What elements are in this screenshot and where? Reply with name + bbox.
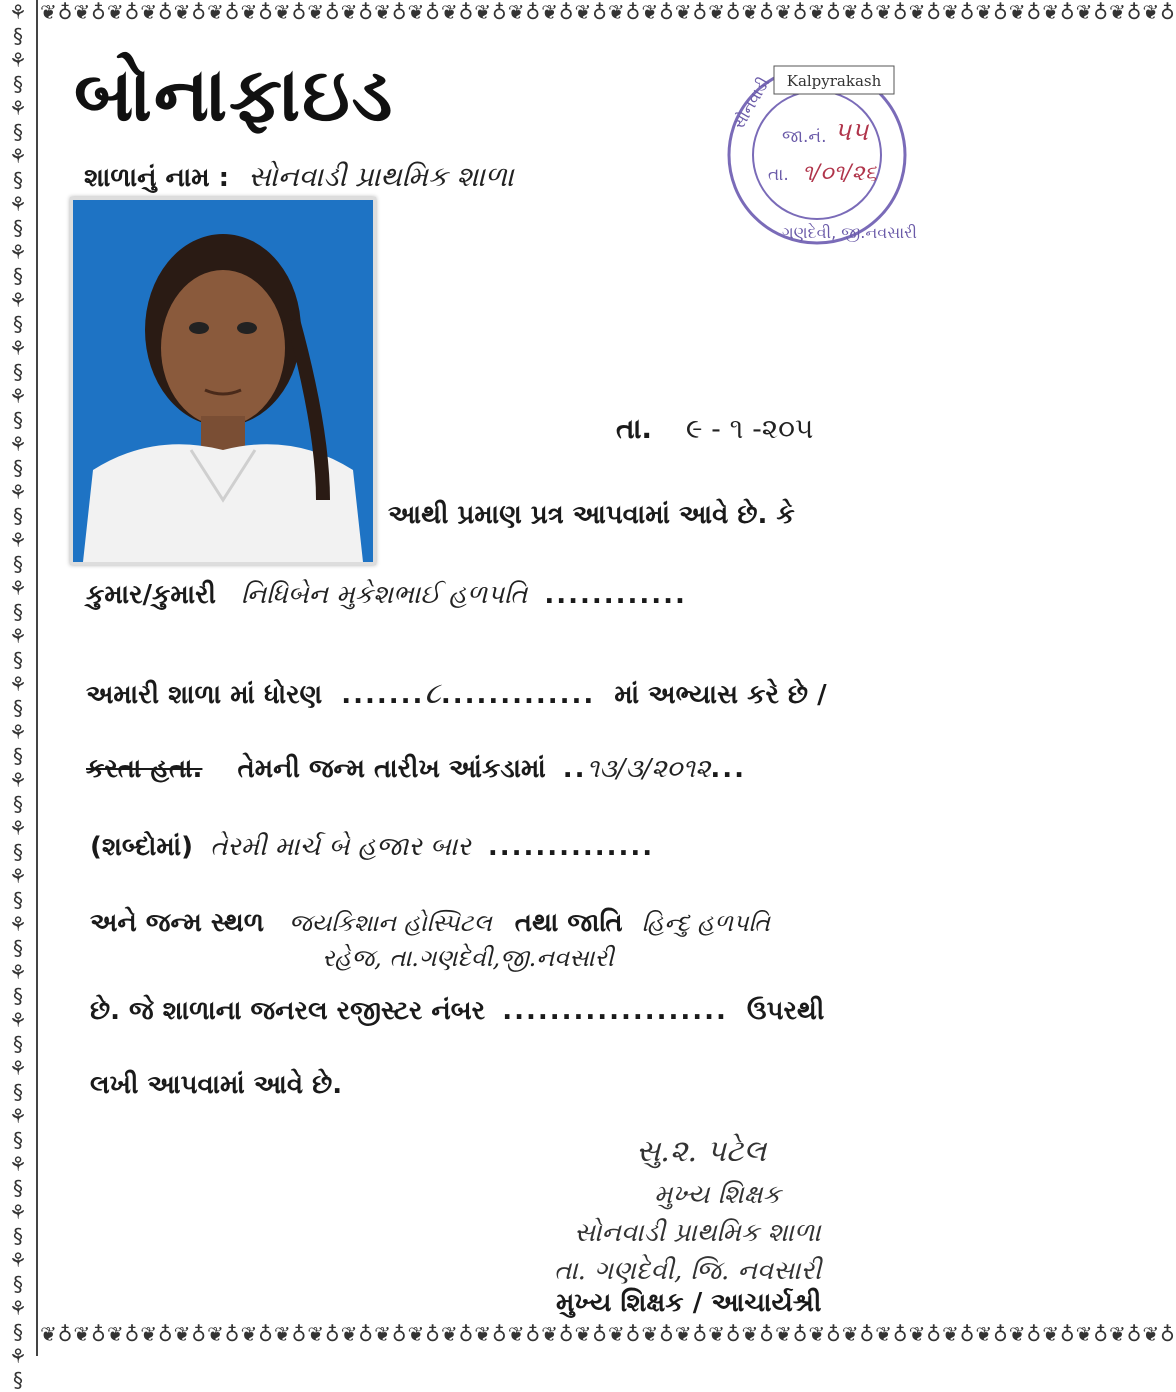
svg-text:૫૫: ૫૫ [834,117,869,147]
birthplace-value-2: રહેજ, તા.ગણદેવી,જી.નવસારી [322,944,614,972]
left-border-pattern: ⚘ § ⚘ § ⚘ § ⚘ § ⚘ § ⚘ § ⚘ § ⚘ § ⚘ § ⚘ § ⚘ § ⚘ § ⚘ § ⚘ § ⚘ § ⚘ § ⚘ § ⚘ § ⚘ § ⚘ § ⚘ § ⚘ § ⚘ § ⚘ § ⚘ § ⚘ § ⚘ § ⚘ § ⚘ § [0,0,38,1356]
svg-text:જા.નં.: જા.નં. [782,127,827,147]
svg-text:Kalpyrakash: Kalpyrakash [786,72,882,90]
caste-value: હિન્દુ હળપતિ [641,909,770,937]
struck-text: કરતા હતા. [86,754,203,784]
dob-label: તેમની જન્મ તારીખ આંકડામાં [237,754,546,784]
certificate-title: બોનાફાઇડ [74,52,395,138]
standard-label: અમારી શાળા માં ધોરણ [86,680,323,710]
dob-line: કરતા હતા. તેમની જન્મ તારીખ આંકડામાં ..૧૩/૩/૨૦૧૨... [86,754,746,784]
register-line: છે. જે શાળાના જનરલ રજીસ્ટર નંબર ................... ઉપરથી [90,996,825,1026]
standard-line: અમારી શાળા માં ધોરણ .......૮............. માં અભ્યાસ કરે છે / [86,676,827,711]
dob-words-value: તેરમી માર્ચ બે હજાર બાર [210,832,471,862]
date-label: તા. [616,412,653,445]
standard-value: ૮ [424,676,441,711]
signature-line-1: મુખ્ય શિક્ષક [654,1180,781,1210]
bottom-border-pattern: ❦♁❦♁❦♁❦♁❦♁❦♁❦♁❦♁❦♁❦♁❦♁❦♁❦♁❦♁❦♁❦♁❦♁❦♁❦♁❦♁❦♁❦♁❦♁❦♁❦♁❦♁❦♁❦♁❦♁❦♁❦♁❦♁❦♁❦♁ [40,1322,1176,1346]
caste-label: તથા જાતિ [514,908,623,938]
date-line [616,412,813,446]
register-tail: ઉપરથી [746,996,825,1026]
student-photo [70,197,376,565]
birthplace-value: જયકિશાન હોસ્પિટલ [289,909,492,937]
birthplace-line [90,908,770,939]
school-name-label: શાળાનું નામ : [84,163,230,193]
register-text: છે. જે શાળાના જનરલ રજીસ્ટર નંબર [90,996,486,1026]
signature: સુ.૨. પટેલ [636,1134,767,1169]
svg-text:૧/૦૧/૨૬: ૧/૦૧/૨૬ [802,161,877,186]
signature-line-2: સોનવાડી પ્રાથમિક શાળા [574,1218,821,1248]
svg-text:તા.: તા. [768,165,789,185]
signature-line-3: તા. ગણદેવી, જિ. નવસારી [554,1256,822,1286]
standard-tail: માં અભ્યાસ કરે છે / [614,680,827,710]
date-value: ૯ - ૧ -૨૦૫ [685,412,814,445]
svg-text:સોનવાડી: સોનવાડી [729,73,774,132]
student-name-line: કુમાર/કુમારી નિધિબેન મુકેશભાઈ હળપતિ ............ [86,580,687,610]
school-seal [722,60,917,260]
dob-words-label: (શબ્દોમાં) [90,832,193,862]
dob-words-line: (શબ્દોમાં) તેરમી માર્ચ બે હજાર બાર .............. [90,832,655,862]
school-name-line [84,160,514,194]
birthplace-label: અને જન્મ સ્થળ [90,908,264,938]
student-name-label: કુમાર/કુમારી [86,580,216,610]
svg-text:ગણદેવી, જી.નવસારી: ગણદેવી, જી.નવસારી [782,223,917,242]
certify-line: આથી પ્રમાણ પ્રત્ર આપવામાં આવે છે. કે [388,500,795,530]
dob-value: ૧૩/૩/૨૦૧૨ [586,754,711,784]
closing-line: લખી આપવામાં આવે છે. [90,1070,343,1100]
school-name-value: સોનવાડી પ્રાથમિક શાળા [248,160,514,193]
top-border-pattern: ❦♁❦♁❦♁❦♁❦♁❦♁❦♁❦♁❦♁❦♁❦♁❦♁❦♁❦♁❦♁❦♁❦♁❦♁❦♁❦♁❦♁❦♁❦♁❦♁❦♁❦♁❦♁❦♁❦♁❦♁❦♁❦♁❦♁❦♁ [40,0,1176,24]
student-name-value: નિધિબેન મુકેશભાઈ હળપતિ [241,580,528,610]
signatory-title: મુખ્ય શિક્ષક / આચાર્યશ્રી [556,1288,822,1318]
